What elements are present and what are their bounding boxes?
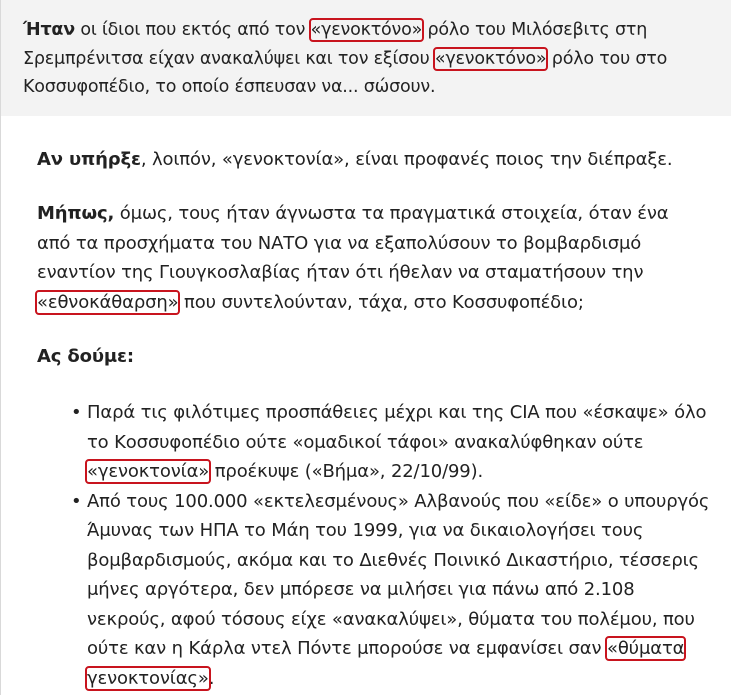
banner-lead: Ήταν (23, 20, 75, 40)
paragraph-nato: Μήπως, όμως, τους ήταν άγνωστα τα πραγματικά στοιχεία, όταν ένα από τα προσχήματα του ΝΑΤΟ για να εξαπολύσουν το βομβαρδισμό εναντίον της Γιουγκοσλαβίας ήταν ότι ήθελαν να σταματήσουν την «εθνοκάθαρση» που συντελούνταν, τάχα, στο Κοσσυφοπέδιο; (37, 203, 669, 313)
highlight-genocide-victims: «θύματα γενοκτονίας» (87, 638, 685, 689)
list-item: • Παρά τις φιλότιμες προσπάθειες μέχρι και της CIA που «έσκαψε» όλο το Κοσσυφοπέδιο ούτε «ομαδικοί τάφοι» ανακαλύφθηκαν ούτε «γενοκτονία» προέκυψε («Βήμα», 22/10/99). (87, 398, 717, 487)
highlight-genocide: «γενοκτονία» (87, 461, 210, 482)
paragraph-lead: Μήπως, (37, 203, 115, 224)
quote-banner: Ήταν οι ίδιοι που εκτός από τον «γενοκτόνο» ρόλο του Μιλόσεβιτς στη Σρεμπρένιτσα είχαν ανακαλύψει και τον εξίσου «γενοκτόνο» ρόλο του στο Κοσσυφοπέδιο, το οποίο έσπευσαν να... σώσουν. (1, 0, 731, 116)
paragraph-genocide: Αν υπήρξε, λοιπόν, «γενοκτονία», είναι προφανές ποιος την διέπραξε. (37, 149, 673, 170)
paragraph-lead: Ας δούμε: (37, 346, 134, 367)
paragraph-lets-see (37, 342, 677, 372)
highlight-genocidal-2: «γενοκτόνο» (434, 48, 547, 69)
list-item: • Από τους 100.000 «εκτελεσμένους» Αλβανούς που «είδε» ο υπουργός Άμυνας των ΗΠΑ το Μάη του 1999, για να δικαιολογήσει τους βομβαρδισμούς, ακόμα και το Διεθνές Ποινικό Δικαστήριο, τέσσερις μήνες αργότερα, δεν μπόρεσε να μιλήσει για πάνω από 2.108 νεκρούς, αφού τόσους είχε «ανακαλύψει», θύματα του πολέμου, που ούτε καν η Κάρλα ντελ Πόντε μπορούσε να εμφανίσει σαν «θύματα γενοκτονίας». (87, 487, 717, 694)
highlight-ethnic-cleansing: «εθνοκάθαρση» (37, 291, 179, 313)
facts-list (37, 398, 717, 693)
paragraph-lead: Αν υπήρξε (37, 149, 141, 170)
highlight-genocidal-1: «γενοκτόνο» (310, 20, 423, 40)
